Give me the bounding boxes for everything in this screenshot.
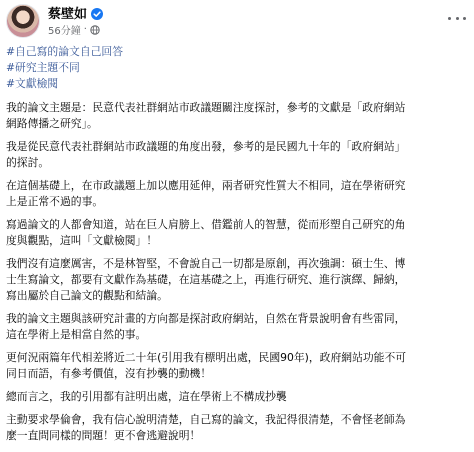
post-text-line: 在這個基礎上，在市政議題上加以應用延伸，兩者研究性質大不相同，這在學術研究 [6,179,406,192]
post-text-line: 我是從民意代表社群網站市政議題的角度出發，參考的是民國九十年的「政府網站」 [6,140,406,153]
post-text-line: 寫出屬於自己論文的觀點和結論。 [6,289,168,302]
post-text-line: 我的論文主題與該研究計畫的方向都是探討政府網站，自然在背景說明會有些雷同， [6,312,406,325]
post-paragraph [6,389,468,405]
post-text-line: 我們沒有這麼厲害，不是林智堅，不會說自己一切都是原創，再次強調：碩士生、博 [6,257,406,270]
post-text-line: 上是正常不過的事。 [6,195,104,208]
post-text-line: 士生寫論文，都要有文獻作為基礎，在這基礎之上，再進行研究、進行演繹、歸納， [6,273,406,286]
post-text-line: 寫過論文的人都會知道，站在巨人肩膀上、借鑑前人的智慧，從而形塑自己研究的角 [6,218,406,231]
post-paragraph [6,178,468,210]
hashtag-link[interactable]: #自己寫的論文自己回答 [6,45,124,58]
hashtag-list [6,44,123,92]
post-timestamp[interactable]: 56分鐘 [48,26,81,37]
post-header [6,3,103,39]
post-subline [48,23,103,37]
post-text-line: 度與觀點，這叫「文獻檢閱」！ [6,234,158,247]
post-paragraph [6,412,468,444]
post-paragraph [6,100,468,132]
author-name[interactable]: 蔡壁如 [48,6,88,22]
post-text-line: 網路傳播之研究」。 [6,117,98,130]
post-text-line: 主動要求學倫會，我有信心說明清楚，自己寫的論文，我記得很清楚，不會怪老師為 [6,413,406,426]
hashtag-link[interactable]: #研究主題不同 [6,61,80,74]
globe-icon[interactable] [90,25,100,35]
post-paragraph [6,217,468,249]
more-options-icon[interactable] [448,12,466,24]
post-paragraph [6,256,468,304]
author-avatar[interactable] [6,4,40,38]
post-text-line: 麼一直問同樣的問題！更不會逃避說明！ [6,429,201,442]
post-text-line: 更何況兩篇年代相差將近二十年(引用我有標明出處，民國90年)，政府網站功能不可 [6,351,407,364]
post-paragraph [6,311,468,343]
meta-separator: · [83,24,87,35]
post-meta [48,6,103,37]
author-row [48,6,103,23]
hashtag-link[interactable]: #文獻檢閱 [6,77,59,90]
post-paragraph [6,139,468,171]
post-text-line: 總而言之，我的引用都有註明出處，這在學術上不構成抄襲 [6,390,287,403]
post-text-line: 的探討。 [6,156,50,169]
post-text-line: 我的論文主題是：民意代表社群網站市政議題關注度探討，參考的文獻是「政府網站 [6,101,406,114]
post-paragraph [6,350,468,382]
post-body [6,100,468,451]
verified-badge-icon [91,8,103,20]
post-text-line: 同日而語，有參考價值，沒有抄襲的動機！ [6,367,212,380]
post-text-line: 這在學術上是相當自然的事。 [6,328,147,341]
